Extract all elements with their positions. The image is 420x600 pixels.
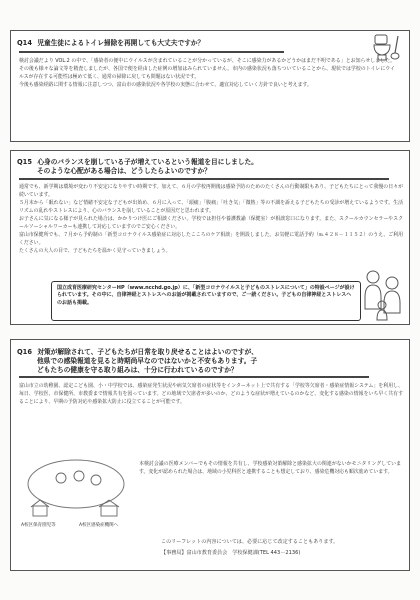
family-group-icon — [361, 267, 407, 321]
q16-title-line3: どもたちの健康を守る取り組みは、十分に行われているのですか？ — [37, 366, 238, 374]
toilet-cleaning-icon — [371, 33, 405, 63]
q14-heading — [17, 39, 403, 48]
diagram-label-right: A校区感染症機関へ — [79, 523, 119, 528]
q16-heading — [17, 348, 403, 375]
q15-body: 通常でも、新学期は環境が変わり不安定になりやすい時期です。加えて、６月の学校再開後は感染予防のためのたくさんの行動制限もあり、子どもたちにとって我慢の日々が続いています。 ５月末から「眠れない」など情緒不安定な子どもが出始め、６月に入って、「頭痛」「腹痛」「吐き気」「微熱」等の不調を訴える子どもたちの受診が増えているようです。生活リズムの乱れやストレスにより、心のバランスを崩していることが原因だと思われます。 お子さんに気になる様子が見られた場合は、かかりつけ医にご相談ください。学校では担任や養護教諭（保健室）が相談窓口になります。また、スクールカウンセラーやスクールソーシャルワーカーも連携して対応していますのでご安心ください。 富山市保健所でも、７月から予約制の「新型コロナウイルス感染症に対応したこころのケア相談」を開設しました。お気軽に電話予約（℡４２８－１１５２）のうえ、ご利用ください。 たくさんの大人の目で、子どもたちを温かく見守っていきましょう。 — [19, 184, 403, 254]
q16-number: Q16 — [17, 348, 32, 356]
q15-number: Q15 — [17, 158, 32, 166]
q16-title-line2: 他県での感染報道を見ると時期尚早なのではないかと不安もあります。子 — [37, 357, 258, 365]
q15-title-line2: そのような心配がある場合は、どうしたらよいのですか？ — [37, 167, 211, 175]
q15-underline — [19, 178, 389, 180]
footer-contact: 【事務局】富山市教育委員会 学校保健課(TEL 443－2136) — [161, 550, 301, 556]
q16-body: 富山市立の幼稚園、認定こども園、小・中学校では、感染症発生状況や病気欠席者の症状等をインターネット上で共有する「学校等欠席者・感染症情報システム」を利用し、毎日、学校医、市保健所、市教委まで情報共有を図っています。どの地域で欠席者が多いのか、どのような症状が増えているのかなど、変化する感染の情報をいち早く共有することにより、早期の予防対応や感染拡大防止に役立てることが可能です。 — [19, 383, 403, 405]
q16-title-line1: 対策が解除されて、子どもたちが日常を取り戻せることはよいのですが、 — [37, 348, 258, 356]
q14-body: 検討会議だより VOL.2 の中で、「感染者の便中にウイルスが含まれていることが分かっているが、そこに感染力があるかどうかはまだ不明である」とお知らせしました。その後も様々な論文等を精査しましたが、各国で便を経由した症例の増加はみられていません。市内の感染状況も落ちついていることから、現状では学校のトイレにウイルスが存在する可能性は極めて低く、通常の掃除に戻しても問題はない状況です。 今後も感染経路に関する情報に注意しつつ、富山市の感染状況や各学校の実態に合わせて、適宜対応していく方針で良いと考えます。 — [19, 58, 395, 88]
q16-body2: 本検討会議の医療メンバーでもその情報を共有し、学校感染対策解除と感染拡大の関連がないかモニタリングしています。変化が認められた場合は、地域の小児科医と連携することも想定しており、感染危機対応も順次進めています。 — [139, 461, 401, 475]
q15-section — [10, 150, 410, 325]
footer-note: このリーフレットの内容については、必要に応じて改定することもあります。 — [161, 539, 339, 545]
q16-underline — [19, 376, 369, 378]
monitoring-diagram — [21, 450, 131, 534]
q15-info-box: 国立成育医療研究センターHP（www.ncchd.go.jp）に、「新型コロナウイルスと子どものストレスについて」の特設ページが設けられています。その中に、自律神経とストレスへのお話が掲載されていますので、ご一読ください。子どもの自律神経とストレスへのお話も掲載。 — [51, 281, 361, 321]
q15-title-line1: 心身のバランスを崩している子が増えているという報道を目にしました。 — [37, 158, 258, 166]
q15-heading — [17, 158, 403, 176]
diagram-label-left: A校区保育園児等 — [21, 523, 56, 528]
q14-title: 児童生徒によるトイレ掃除を再開しても大丈夫ですか？ — [37, 39, 205, 47]
q14-section — [10, 30, 410, 142]
q14-underline — [19, 51, 284, 53]
q14-number: Q14 — [17, 39, 32, 47]
q16-section — [10, 339, 410, 571]
